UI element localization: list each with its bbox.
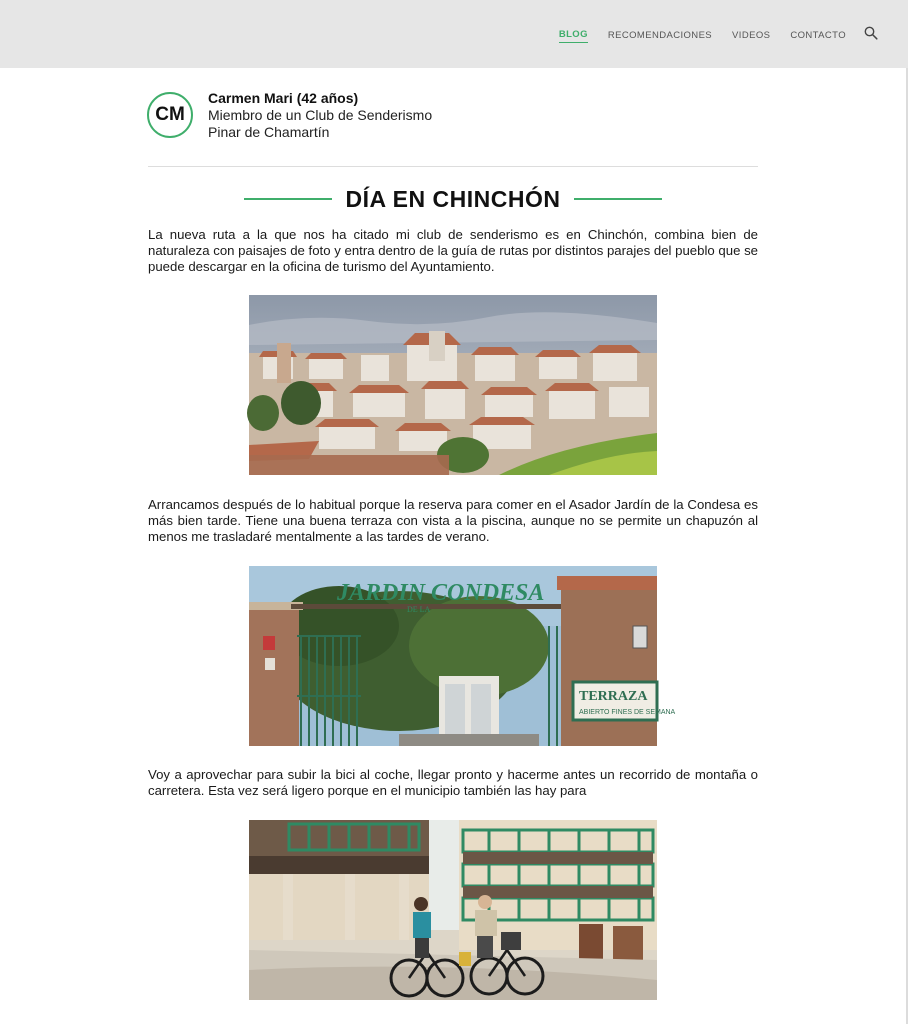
nav-item-videos[interactable]: VIDEOS [732,29,771,41]
article-title-row [148,184,758,214]
photo-chinchon-town [249,295,657,475]
avatar: CM [147,92,193,138]
article-paragraph-2: Arrancamos después de lo habitual porque la reserva para comer en el Asador Jardín de la Condesa es más bien tarde. Tiene una buena terraza con vista a la piscina, aunque no se permite un chapuzón al menos me trasladaré mentalmente a las tardes de verano. [148,497,758,544]
photo-jardin-condesa-entrance [249,566,676,746]
jardin-condesa-sign: JARDIN CONDESA [337,580,545,606]
nav-item-blog[interactable]: BLOG [559,28,588,43]
search-icon[interactable] [864,26,878,40]
author-name: Carmen Mari (42 años) [208,90,359,106]
title-rule-left [244,198,332,200]
jardin-condesa-sign-small: DE LA [407,605,431,614]
article-paragraph-1: La nueva ruta a la que nos ha citado mi club de senderismo es en Chinchón, combina bien de naturaleza con paisajes de foto y entra dentro de la guía de rutas por distintos parajes del pueblo que se puede descargar en la oficina de turismo del Ayuntamiento. [148,227,758,274]
terraza-board-text: TERRAZA [579,689,648,704]
header-bar [0,0,908,68]
author-role: Miembro de un Club de Senderismo [208,107,433,123]
author-block [147,92,432,141]
photo-cyclists-plaza [249,820,657,1000]
title-rule-right [574,198,662,200]
author-divider [148,166,758,167]
article-paragraph-3: Voy a aprovechar para subir la bici al coche, llegar pronto y hacerme antes un recorrido de montaña o carretera. Esta vez será ligero porque en el municipio también las hay para [148,767,758,798]
nav-item-contacto[interactable]: CONTACTO [790,29,846,41]
main-nav [539,28,846,43]
author-location: Pinar de Chamartín [208,124,330,140]
author-info [208,90,432,141]
nav-item-recomendaciones[interactable]: RECOMENDACIONES [607,29,713,41]
terraza-board-subtext: ABIERTO FINES DE SEMANA [579,709,676,716]
article-title: DÍA EN CHINCHÓN [345,185,561,212]
